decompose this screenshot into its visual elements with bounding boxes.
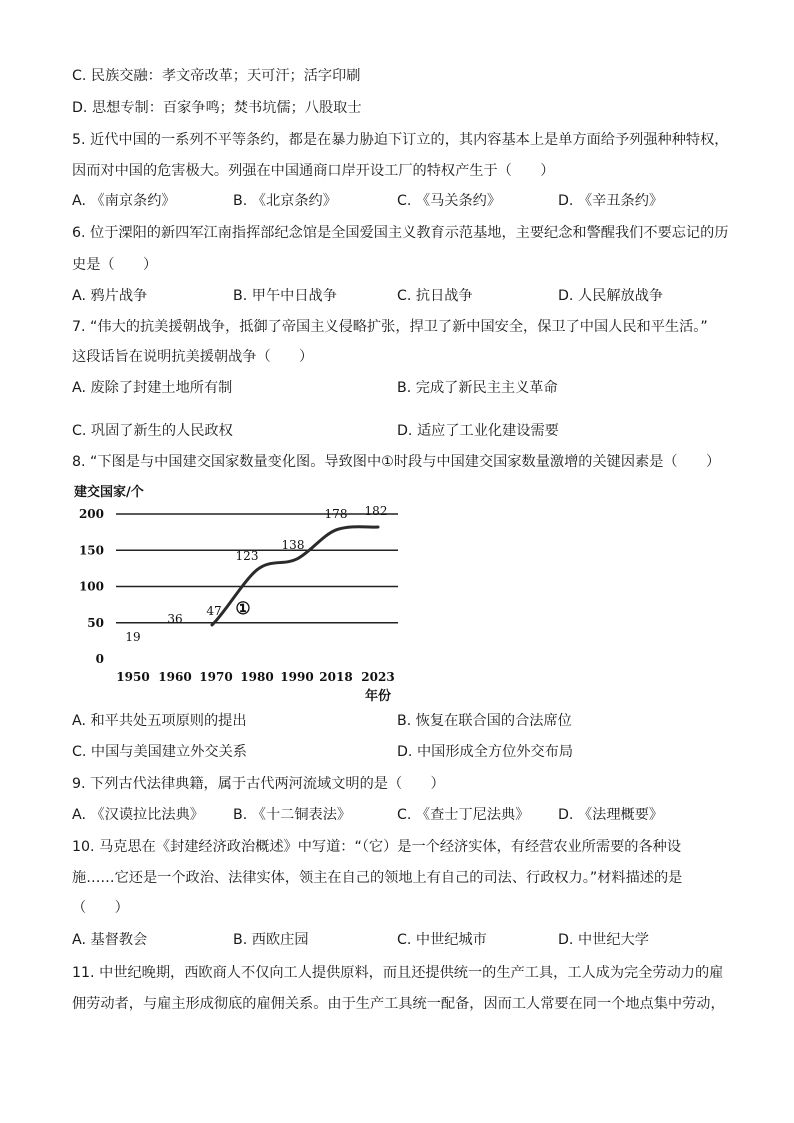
question-7-stem-2: 这段话旨在说明抗美援朝战争（ ） bbox=[72, 349, 314, 365]
q8-option-c[interactable]: C. 中国与美国建立外交关系 bbox=[72, 744, 247, 760]
q7-option-a[interactable]: A. 废除了封建土地所有制 bbox=[72, 380, 233, 396]
question-10-stem-1: 10. 马克思在《封建经济政治概述》中写道：“（它）是一个经济实体，有经营农业所需要的各种设 bbox=[72, 839, 682, 855]
q7-option-d[interactable]: D. 适应了工业化建设需要 bbox=[397, 423, 559, 439]
question-6-stem-2: 史是（ ） bbox=[72, 257, 158, 273]
annotation-layer bbox=[235, 599, 250, 619]
q9-option-c[interactable]: C. 《查士丁尼法典》 bbox=[397, 807, 530, 823]
data-label-138: 138 bbox=[281, 537, 305, 552]
data-label-19: 19 bbox=[125, 630, 141, 645]
chart-svg bbox=[60, 478, 410, 710]
q6-option-b[interactable]: B. 甲午中日战争 bbox=[233, 288, 337, 304]
question-8-stem-1: 8. “下图是与中国建交国家数量变化图。导致图中①时段与中国建交国家数量激增的关键因素是（ ） bbox=[72, 454, 721, 470]
q9-option-a[interactable]: A. 《汉谟拉比法典》 bbox=[72, 807, 204, 823]
q10-option-b[interactable]: B. 西欧庄园 bbox=[233, 932, 309, 948]
y-tick-label-200: 200 bbox=[78, 507, 104, 521]
q6-option-d[interactable]: D. 人民解放战争 bbox=[558, 288, 664, 304]
ytick-layer bbox=[79, 507, 104, 666]
q6-option-c[interactable]: C. 抗日战争 bbox=[397, 288, 473, 304]
question-5-stem-2: 因而对中国的危害极大。列强在中国通商口岸开设工厂的特权产生于（ ） bbox=[72, 163, 555, 179]
q6-option-a[interactable]: A. 鸦片战争 bbox=[72, 288, 148, 304]
data-label-36: 36 bbox=[167, 611, 183, 626]
x-tick-label-1970: 1970 bbox=[199, 670, 233, 684]
data-label-178: 178 bbox=[324, 506, 348, 521]
diplomatic-relations-chart bbox=[60, 478, 410, 710]
q5-option-c[interactable]: C. 《马关条约》 bbox=[397, 193, 502, 209]
x-tick-label-1980: 1980 bbox=[240, 670, 274, 684]
q10-option-a[interactable]: A. 基督教会 bbox=[72, 932, 148, 948]
data-label-123: 123 bbox=[235, 548, 259, 563]
data-label-47: 47 bbox=[206, 603, 222, 618]
q5-option-d[interactable]: D. 《辛丑条约》 bbox=[558, 193, 664, 209]
y-tick-label-100: 100 bbox=[78, 579, 104, 594]
y-tick-label-0: 0 bbox=[95, 652, 104, 666]
q9-option-d[interactable]: D. 《法理概要》 bbox=[558, 807, 664, 823]
option-c-prev: C. 民族交融：孝文帝改革；天可汗；活字印刷 bbox=[72, 68, 361, 84]
q7-option-c[interactable]: C. 巩固了新生的人民政权 bbox=[72, 423, 233, 439]
q8-option-d[interactable]: D. 中国形成全方位外交布局 bbox=[397, 744, 574, 760]
q9-option-b[interactable]: B. 《十二铜表法》 bbox=[233, 807, 352, 823]
chart-ylabel: 建交国家/个 bbox=[74, 485, 144, 500]
q7-option-b[interactable]: B. 完成了新民主主义革命 bbox=[397, 380, 558, 396]
x-tick-label-1990: 1990 bbox=[280, 670, 314, 684]
data-label-182: 182 bbox=[364, 504, 388, 519]
q5-option-a[interactable]: A. 《南京条约》 bbox=[72, 193, 176, 209]
annotation-period-1: ① bbox=[235, 599, 251, 620]
question-11-stem-1: 11. 中世纪晚期，西欧商人不仅向工人提供原料，而且还提供统一的生产工具，工人成为完全劳动力的雇 bbox=[72, 965, 724, 981]
q5-option-b[interactable]: B. 《北京条约》 bbox=[233, 193, 337, 209]
chart-xlabel: 年份 bbox=[365, 689, 392, 704]
question-9-stem-1: 9. 下列古代法律典籍，属于古代两河流域文明的是（ ） bbox=[72, 776, 445, 792]
question-10-stem-2: 施……它还是一个政治、法律实体，领主在自己的领地上有自己的司法、行政权力。”材料描述的是 bbox=[72, 870, 683, 886]
option-d-prev: D. 思想专制：百家争鸣；焚书坑儒；八股取士 bbox=[72, 100, 362, 116]
y-tick-label-50: 50 bbox=[87, 615, 104, 630]
q10-option-c[interactable]: C. 中世纪城市 bbox=[397, 932, 487, 948]
question-10-stem-3: （ ） bbox=[72, 900, 129, 916]
x-tick-label-1950: 1950 bbox=[116, 670, 150, 684]
q10-option-d[interactable]: D. 中世纪大学 bbox=[558, 932, 649, 948]
question-11-stem-2: 佣劳动者，与雇主形成彻底的雇佣关系。由于生产工具统一配备，因而工人常要在同一个地点集中劳动， bbox=[72, 996, 725, 1012]
question-6-stem-1: 6. 位于溧阳的新四军江南指挥部纪念馆是全国爱国主义教育示范基地，主要纪念和警醒我们不要忘记的历 bbox=[72, 225, 729, 241]
q8-option-a[interactable]: A. 和平共处五项原则的提出 bbox=[72, 713, 247, 729]
x-tick-label-1960: 1960 bbox=[158, 670, 192, 684]
question-7-stem-1: 7. “伟大的抗美援朝战争，抵御了帝国主义侵略扩张，捍卫了新中国安全，保卫了中国人民和平生活。” bbox=[72, 319, 708, 335]
xtick-layer bbox=[116, 670, 394, 684]
y-tick-label-150: 150 bbox=[78, 543, 104, 558]
q8-option-b[interactable]: B. 恢复在联合国的合法席位 bbox=[397, 713, 572, 729]
question-5-stem-1: 5. 近代中国的一系列不平等条约，都是在暴力胁迫下订立的，其内容基本上是单方面给予列强种种特权， bbox=[72, 132, 729, 148]
x-tick-label-2023: 2023 bbox=[361, 670, 395, 684]
x-tick-label-2018: 2018 bbox=[319, 670, 353, 684]
